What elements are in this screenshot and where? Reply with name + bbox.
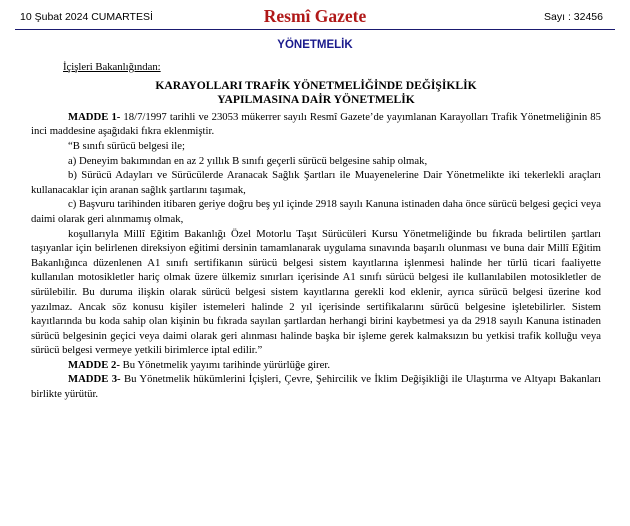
article-1 bbox=[31, 110, 601, 139]
regulation-title-line-1: KARAYOLLARI TRAFİK YÖNETMELİĞİNDE DEĞİŞİKLİK bbox=[155, 78, 477, 92]
amendment-closing: koşullarıyla Millî Eğitim Bakanlığı Özel Motorlu Taşıt Sürücüleri Kursu Yönetmeliğinde bu fıkrada belirtilen şartları taşıyanlar için belirlenen direksiyon eğitimi dersinin tamamlanarak uygulama sınavında başarılı olunması ve buna dair Millî Eğitim Bakanlığınca düzenlenen A1 sınıfı sertifikanın sürücü belgesi sistem kayıtlarına işlenmesi halinde her türlü ticari faaliyette kullanılan motosikletler hariç olmak üzere ülkemiz sınırları içerisinde A1 sınıfı sürücü belgesi ile kullanılabilen motosikletler de sürülebilir. Bu duruma ilişkin olarak sürücü belgesi sistem kayıtlarına gerekli kod eklenir, ayrıca sürücü belgesi üzerine kod yazılmaz. Ancak söz konusu kişiler istemeleri halinde 2 yıl içerisinde sertifikalarını sürücü belgesine işletebilirler. Sistem kayıtlarında bu koda sahip olan kişinin bu fıkrada sayılan şartlardan herhangi birini kaybetmesi ya da 2918 sayılı Kanuna istinaden sürücü belgesinin geçici veya daimi olarak geri alınması halinde başka bir işleme gerek kalmaksızın bu yetkisi trafik kolluğu veya sürücü belgesi vermeye yetkili birimlerce iptal edilir.” bbox=[31, 227, 601, 357]
article-1-text: 18/7/1997 tarihli ve 23053 mükerrer sayılı Resmî Gazete’de yayımlanan Karayolları Trafik Yönetmeliğinin 85 inci maddesine aşağıdaki fıkra eklenmiştir. bbox=[31, 110, 601, 138]
amendment-item-c: c) Başvuru tarihinden itibaren geriye doğru beş yıl içinde 2918 sayılı Kanuna istinaden daha önce sürücü belgesi geçici veya daimi olarak geri alınmamış olmak, bbox=[31, 198, 601, 225]
issue-date: 10 Şubat 2024 CUMARTESİ bbox=[20, 11, 153, 23]
article-2-text: Bu Yönetmelik yayımı tarihinde yürürlüğe girer. bbox=[119, 358, 330, 371]
article-3-text: Bu Yönetmelik hükümlerini İçişleri, Çevre, Şehircilik ve İklim Değişikliği ile Ulaştırma ve Altyapı Bakanları birlikte yürütür. bbox=[31, 373, 601, 401]
regulation-title-line-2: YAPILMASINA DAİR YÖNETMELİK bbox=[217, 93, 415, 107]
issuing-ministry: İçişleri Bakanlığından: bbox=[63, 61, 161, 73]
article-2 bbox=[31, 358, 601, 373]
issue-number: Sayı : 32456 bbox=[544, 11, 603, 23]
amendment-item-b: b) Sürücü Adayları ve Sürücülerde Aranacak Sağlık Şartları ile Muayenelerine Dair Yönetmelikte iki tekerlekli araçları kullanacaklar için aranan sağlık şartlarını taşımak, bbox=[31, 169, 601, 196]
gazette-header bbox=[0, 0, 630, 34]
header-divider bbox=[15, 29, 615, 30]
amendment-intro: “B sınıfı sürücü belgesi ile; bbox=[68, 139, 185, 152]
amendment-item-a: a) Deneyim bakımından en az 2 yıllık B sınıfı geçerli sürücü belgesine sahip olmak, bbox=[68, 154, 428, 167]
regulation-title bbox=[31, 79, 601, 108]
article-3 bbox=[31, 372, 601, 401]
gazette-title: Resmî Gazete bbox=[263, 6, 367, 26]
article-3-label: MADDE 3- bbox=[68, 373, 121, 386]
section-title: YÖNETMELİK bbox=[277, 39, 353, 51]
regulation-body bbox=[31, 60, 601, 402]
article-2-label: MADDE 2- bbox=[68, 358, 120, 371]
article-1-label: MADDE 1- bbox=[68, 110, 121, 123]
